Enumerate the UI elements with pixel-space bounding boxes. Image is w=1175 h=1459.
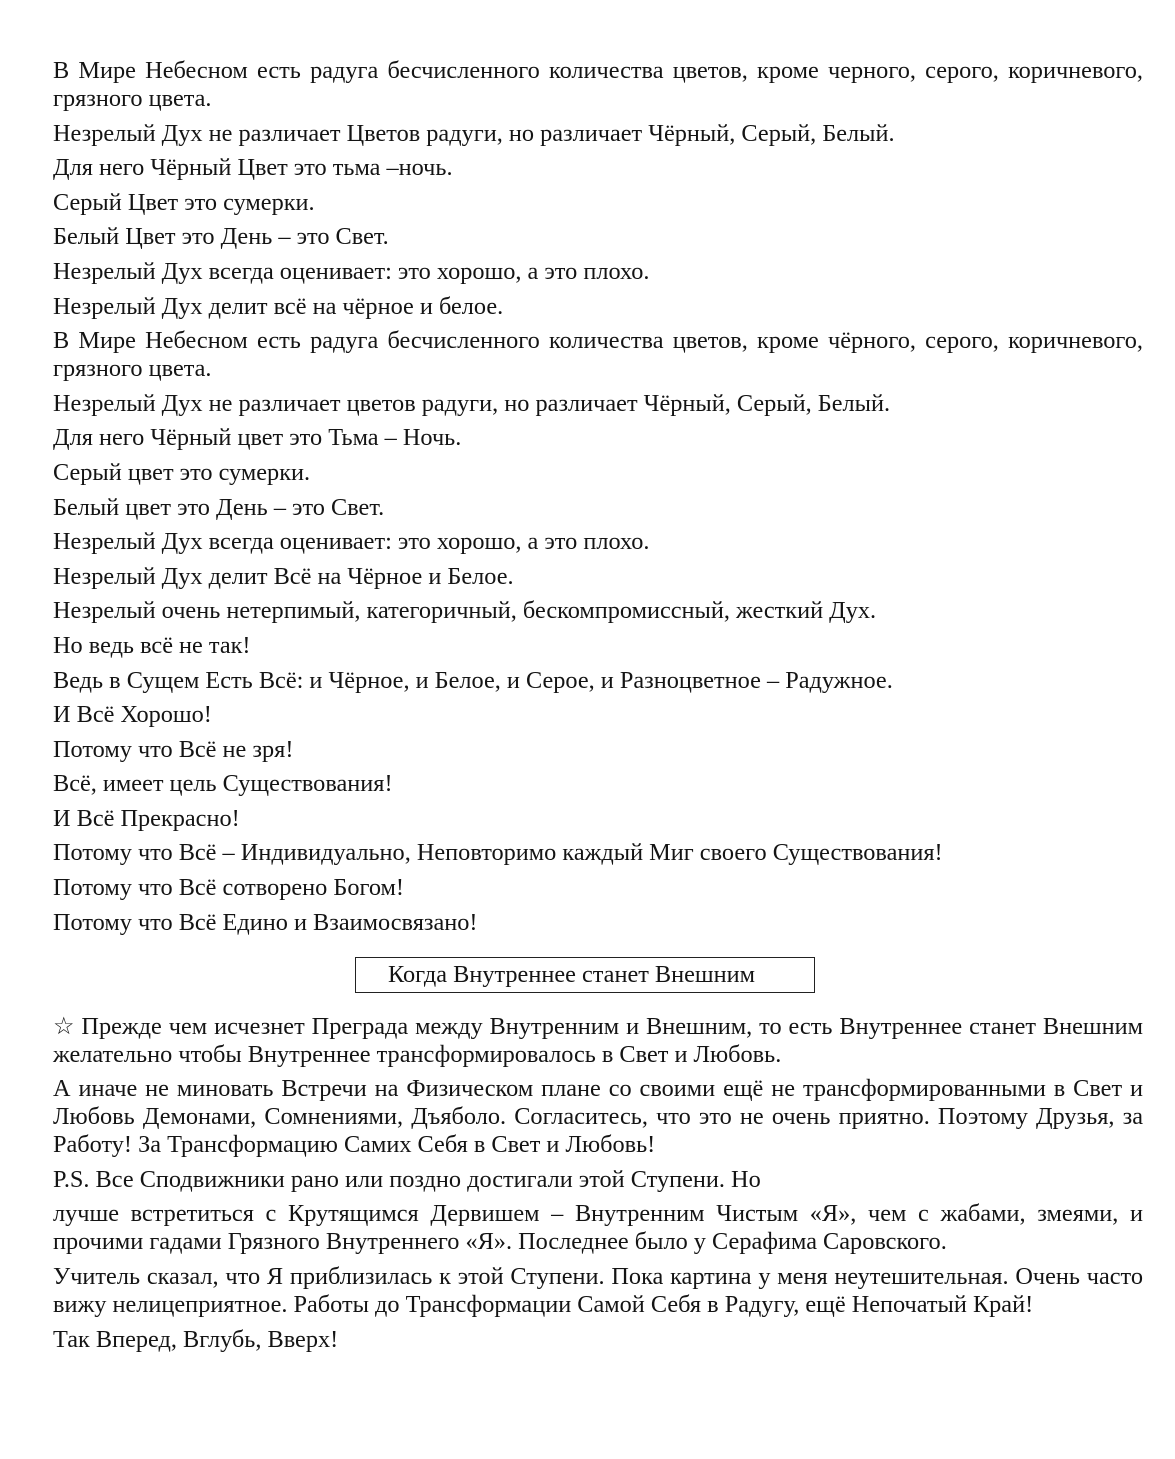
paragraph: Так Вперед, Вглубь, Вверх! <box>53 1325 339 1353</box>
document-body <box>53 57 1143 1360</box>
paragraph: Ведь в Сущем Есть Всё: и Чёрное, и Белое, и Серое, и Разноцветное – Радужное. <box>53 666 893 694</box>
paragraph: Всё, имеет цель Существования! <box>53 770 393 798</box>
paragraph: Незрелый Дух всегда оценивает: это хорошо, а это плохо. <box>53 257 650 285</box>
paragraph: Незрелый Дух делит всё на чёрное и белое. <box>53 292 504 320</box>
paragraph: Для него Чёрный Цвет это тьма –ночь. <box>53 154 453 182</box>
paragraph: В Мире Небесном есть радуга бесчисленного количества цветов, кроме чёрного, серого, коричневого, грязного цвета. <box>53 327 1143 383</box>
paragraph <box>53 1013 1143 1069</box>
paragraph: Незрелый Дух всегда оценивает: это хорошо, а это плохо. <box>53 528 650 556</box>
paragraph: Белый Цвет это День – это Свет. <box>53 223 389 251</box>
paragraph: Потому что Всё Едино и Взаимосвязано! <box>53 908 478 936</box>
paragraph: Учитель сказал, что Я приблизилась к этой Ступени. Пока картина у меня неутешительная. Очень часто вижу нелицеприятное. Работы до Трансформации Самой Себя в Радугу, ещё Непочатый Край! <box>53 1263 1143 1319</box>
paragraph: Незрелый Дух не различает цветов радуги, но различает Чёрный, Серый, Белый. <box>53 389 891 417</box>
section-heading: Когда Внутреннее станет Внешним <box>355 957 815 993</box>
paragraph: И Всё Хорошо! <box>53 701 212 729</box>
paragraph: Потому что Всё – Индивидуально, Неповторимо каждый Миг своего Существования! <box>53 839 943 867</box>
paragraph: И Всё Прекрасно! <box>53 804 240 832</box>
star-icon: ☆ <box>53 1013 76 1040</box>
paragraph: Незрелый очень нетерпимый, категоричный, бескомпромиссный, жесткий Дух. <box>53 597 877 625</box>
paragraph: В Мире Небесном есть радуга бесчисленного количества цветов, кроме черного, серого, коричневого, грязного цвета. <box>53 57 1143 112</box>
paragraph: Белый цвет это День – это Свет. <box>53 493 385 521</box>
paragraph: Серый цвет это сумерки. <box>53 458 311 486</box>
paragraph: Потому что Всё не зря! <box>53 735 294 763</box>
paragraph: Незрелый Дух не различает Цветов радуги, но различает Чёрный, Серый, Белый. <box>53 119 895 147</box>
paragraph: P.S. Все Сподвижники рано или поздно достигали этой Ступени. Но <box>53 1165 761 1193</box>
paragraph: Незрелый Дух делит Всё на Чёрное и Белое. <box>53 562 514 590</box>
paragraph: Но ведь всё не так! <box>53 631 251 659</box>
paragraph: Серый Цвет это сумерки. <box>53 188 315 216</box>
paragraph: Для него Чёрный цвет это Тьма – Ночь. <box>53 424 462 452</box>
paragraph: лучше встретиться с Крутящимся Дервишем – Внутренним Чистым «Я», чем с жабами, змеями, и прочими гадами Грязного Внутреннего «Я». Последнее было у Серафима Саровского. <box>53 1200 1143 1256</box>
paragraph: А иначе не миновать Встречи на Физическом плане со своими ещё не трансформированными в Свет и Любовь Демонами, Сомнениями, Дъяболо. Согласитесь, что это не очень приятно. Поэтому Друзья, за Работу! За Трансформацию Самих Себя в Свет и Любовь! <box>53 1075 1143 1159</box>
paragraph-text: Прежде чем исчезнет Преграда между Внутренним и Внешним, то есть Внутреннее станет Внешним желательно чтобы Внутреннее трансформировалось в Свет и Любовь. <box>53 1012 1144 1068</box>
paragraph: Потому что Всё сотворено Богом! <box>53 874 404 902</box>
